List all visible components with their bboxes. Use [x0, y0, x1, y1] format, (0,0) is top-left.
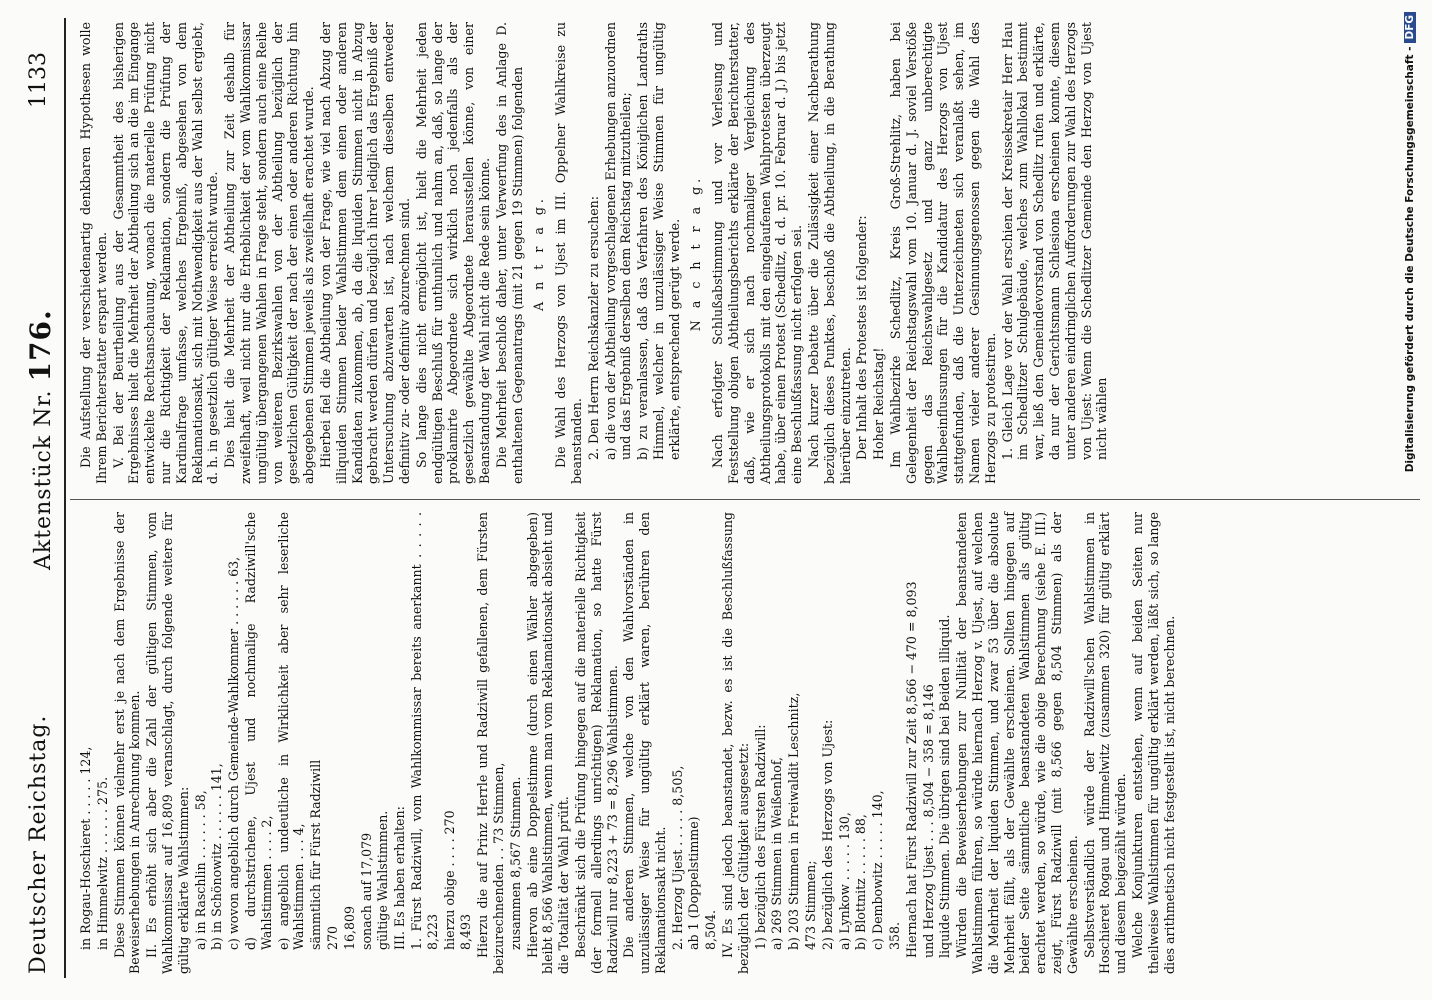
column-divider [70, 499, 1420, 500]
left-column-paragraph: a) 269 Stimmen in Weißenhof, [769, 756, 785, 950]
header-rule [64, 18, 66, 978]
left-column-paragraph: a) Lynkow . . . . . 130, [836, 812, 852, 950]
left-column-paragraph: 16,809 [341, 905, 357, 950]
left-column-paragraph: in Himmelwitz . . . . . . 275. [94, 776, 110, 950]
left-column-paragraph: hierzu obige . . . . 270 [441, 810, 457, 950]
right-column-paragraph: Hierbei fiel die Abtheilung von der Frage, wie viel nach Abzug der illiquiden Stimmen beider Wahlstimmen dem einen oder anderen Kandidaten zukommen, ab, da die liquiden Stimmen nicht in Abzug gebracht werden dürfen und bezüglich ihrer lediglich das Ergebniß der Untersuchung abzuwarten ist, nach welchem dieselben entweder definitiv zu- oder definitiv abzurechnen sind. [317, 22, 412, 484]
left-column-paragraph: sonach auf 17,079 [358, 832, 374, 950]
left-column-paragraph: Würden die Beweiserhebungen zur Nullität der beanstandeten Wahlstimmen führen, so würde hiernach Herzog v. Ujest, auf welchen die Mehrheit der liquiden Stimmen, und zwar 53 über die absolute Mehrheit fällt, als der Gewählte erscheinen. Sollten hingegen auf beider Seite sämmtliche beanstandeten Wahlstimmen als gültig erachtet werden, so würde, wie die obige Berechnung (siehe E. III.) zeigt, Fürst Radziwill (mit 8,566 gegen 8,504 Stimmen) als der Gewählte erscheinen. [954, 512, 1080, 974]
left-column-paragraph: Diese Stimmen können vielmehr erst je nach dem Ergebnisse der Beweiserhebungen in Anrechnung kommen. [111, 512, 143, 974]
left-column-paragraph: a) in Raschlin . . . . . . 58, [192, 790, 208, 950]
header-prefix: Aktenstück Nr. [31, 389, 56, 570]
left-column-paragraph: zusammen 8,567 Stimmen. [507, 776, 523, 950]
right-column-paragraph: b) zu veranlassen, daß das Verfahren des Königlichen Landraths Himmel, welcher in unzulässiger Weise Stimmen für ungültig erklärte, entsprechend gerügt werde. [635, 22, 682, 460]
right-column-paragraph: Der Inhalt des Protestes ist folgender: [854, 215, 870, 460]
right-column-paragraph: Nach erfolgter Schlußabstimmung und vor Verlesung und Feststellung obigen Abtheilungsberichts erklärte der Berichterstatter, daß, wie er sich nach nochmaliger Vergleichung des Abtheilungsprotokolls mit den eingelaufenen Wahlprotesten überzeugt habe, über einen Protest (Schedlitz, d. d. pr. 10. Februar d. J.) bis jetzt eine Beschlußfassung nicht erfolgen sei. [710, 22, 805, 484]
digitization-credit [1404, 12, 1422, 988]
left-column-paragraph: Die anderen Stimmen, welche von den Wahlvorständen in unzulässiger Weise für ungültig erklärt waren, berühren den Reklamationsakt nicht. [621, 512, 668, 974]
left-column-paragraph: 473 Stimmen; [803, 860, 819, 950]
left-column-paragraph: II. Es erhöht sich aber die Zahl der gültigen Stimmen, vom Wahlkommissar auf 16,809 veranschlagt, durch folgende weitere für gültig erklärte Wahlstimmen: [144, 512, 191, 974]
right-column-paragraph: 2. Den Herrn Reichskanzler zu ersuchen: [585, 195, 601, 460]
left-column-paragraph: Selbstverständlich würde der Radziwill'schen Wahlstimmen in Hoschieret Rogau und Himmelwitz (zusammen 320) für gültig erklärt und diesem beigezählt würden. [1081, 512, 1129, 974]
left-column-paragraph: Hiernach hat Fürst Radziwill zur Zeit 8,566 − 470 = 8,093 [903, 581, 919, 958]
right-column-paragraph: Im Wahlbezirke Schedlitz, Kreis Groß-Strehlitz, haben bei Gelegenheit der Reichstagswahl vom 10. Januar d. J. soviel Verstöße gegen das Reichswahlgesetz und ganz unberechtigte Wahlbeeinflussungen für die Kandidatur des Herzogs von Ujest stattgefunden, daß die Unterzeichneten sich veranlaßt sehen, im Namen vieler anderer Gesinnungsgenossen gegen die Wahl des Herzogs zu protestiren. [888, 22, 998, 484]
left-column-paragraph: liquide Stimmen. Die übrigen sind bei Beiden illiquid. [937, 614, 953, 958]
right-column-paragraph: Dies hielt die Mehrheit der Abtheilung zur Zeit deshalb für zweifelhaft, weil nicht nur die Erheblichkeit der vom Wahlkommissar ungültig übergangenen Wahlen in Frage steht, sondern auch eine Reihe von weiteren Bezirkswahlen von der Abtheilung bezüglich der gesetzlichen Gültigkeit der nach der einen oder anderen Richtung hin abgegebenen Stimmen jeweils als zweifelhaft erachtet wurde. [222, 22, 317, 484]
left-column-paragraph: sämmtlich für Fürst Radziwill [308, 759, 324, 950]
left-column-paragraph: c) Dembowitz . . . . . 140, [870, 790, 886, 950]
right-column-paragraph: So lange dies nicht ermöglicht ist, hielt die Mehrheit jeden endgültigen Beschluß für unthunlich und nahm an, daß, so lange der proklamirte Abgeordnete sich wirklich noch jedenfalls als der gesetzlich gewählte Abgeordnete herausstellen könne, von einer Beanstandung der Wahl nicht die Rede sein könne. [413, 22, 492, 484]
right-column [78, 22, 1111, 484]
left-column-paragraph: gültige Wahlstimmen. [375, 810, 391, 950]
left-column-paragraph: e) angeblich undeutliche in Wirklichkeit aber sehr leserliche Wahlstimmen . . . 4, [275, 512, 307, 950]
right-column-paragraph: Hoher Reichstag! [871, 347, 887, 460]
left-column-paragraph: und Herzog Ujest . . . 8,504 − 358 = 8,146 [920, 684, 936, 958]
left-column-paragraph: 270 [324, 925, 340, 950]
left-column-paragraph: in Rogau-Hoschieret . . . . . 124, [78, 746, 93, 950]
header-center [24, 309, 57, 570]
left-column-paragraph: III. Es haben erhalten: [392, 806, 408, 950]
left-column-paragraph: 358. [887, 921, 903, 950]
left-column-paragraph: Hierzu die auf Prinz Herrle und Radziwill gefallenen, dem Fürsten beizurechnenden . . 73 Stimmen, [475, 512, 506, 974]
left-column-paragraph: b) 203 Stimmen in Freiwaldit Leschnitz, [786, 692, 802, 950]
dfg-logo: DFG [1404, 12, 1416, 43]
left-column-paragraph: IV. Es sind jedoch beanstandet, bezw. es ist die Beschlußfassung bezüglich der Gültigkeit ausgesetzt: [720, 512, 751, 974]
right-column-paragraph: V. Bei der Beurtheilung aus der Gesammtheit des bisherigen Ergebnisses hielt die Mehrheit der Abtheilung sich an die im Eingange entwickelte Rechtsanschauung, wonach die materielle Prüfung nicht nur die Richtigkeit der Reklamation, sondern die Prüfung der Kardinalfrage umfasse, welches Ergebniß, abgesehen von dem Reklamationsakt, sich mit Nothwendigkeit aus der Wahl selbst ergiebt, d. h. in gesetzlich gültiger Weise erreicht wurde. [110, 22, 221, 484]
right-column-paragraph: Die Wahl des Herzogs von Ujest im III. Oppelner Wahlkreise zu beanstanden. [553, 22, 584, 484]
left-column-paragraph: b) Blottnitz . . . . . 88, [853, 814, 869, 950]
right-column-paragraph: N a c h t r a g. [688, 174, 704, 332]
page-header [14, 0, 70, 1000]
left-column-paragraph: Beschränkt sich die Prüfung hingegen auf die materielle Richtigkeit (der formell allerdings unrichtigen) Reklamation, so hatte Fürst Radziwill nur 8,223 + 73 = 8,296 Wahlstimmen. [572, 512, 620, 974]
right-column-paragraph: Die Mehrheit beschloß daher, unter Verwerfung des in Anlage D. enthaltenen Gegenantrags (mit 21 gegen 19 Stimmen) folgenden [493, 22, 525, 484]
left-column-paragraph: Welche Konjunkturen entstehen, wenn auf beiden Seiten nur theilweise Wahlstimmen für ungültig erklärt werden, läßt sich, so lange dies arithmetisch nicht festgestellt ist, nicht berechnen. [1130, 512, 1177, 974]
left-column-paragraph: d) durchstrichene, Ujest und nochmalige Radziwill'sche Wahlstimmen . . . . 2, [242, 512, 274, 950]
right-column-paragraph: A n t r a g. [531, 195, 547, 311]
left-column-paragraph: c) wovon angeblich durch Gemeinde-Wahlkommer . . . . . . 63, [226, 556, 242, 950]
left-column [78, 512, 1178, 974]
page-number: 1133 [26, 52, 51, 108]
right-column-paragraph: Die Aufstellung der verschiedenartig denkbaren Hypothesen wolle Ihrem Berichterstatter erspart werden. [78, 22, 109, 484]
left-column-paragraph: 8,493 [458, 913, 474, 950]
left-column-paragraph: 1) bezüglich des Fürsten Radziwill: [752, 724, 768, 950]
right-column-paragraph: a) die von der Abtheilung vorgeschlagenen Erhebungen anzuordnen und das Ergebniß derselben dem Reichstag mitzutheilen; [602, 22, 634, 460]
right-column-paragraph: Nach kurzer Debatte über die Zulässigkeit einer Nachberathung bezüglich dieses Punktes, beschloß die Abtheilung, in die Berathung hierüber einzutreten. [806, 22, 853, 484]
left-column-paragraph: 2. Herzog Ujest . . . . . 8,505, [669, 765, 685, 950]
right-column-paragraph: 1. Gleich Lage vor der Wahl erschien der Kreissekretair Herr Hau im Schedlitzer Schulgebäude, welches zum Wahllokal bestimmt war, ließ den Gemeindevorstand von Schedlitz rufen und erklärte, da nur der Gerichtsmann Schlesiona erscheinen konnte, diesem unter anderen eindringlichen Aufforderungen zur Wahl des Herzogs von Ujest: Wenn die Schedlitzer Gemeinde den Herzog von Ujest nicht wählen [999, 22, 1110, 460]
left-column-paragraph: ab 1 (Doppelstimme) [686, 816, 702, 950]
header-left: Deutscher Reichstag. [26, 714, 51, 974]
left-column-paragraph: b) in Schönowitz . . . . . . 141, [209, 763, 225, 950]
left-column-paragraph: 2) bezüglich des Herzogs von Ujest: [819, 719, 835, 950]
credit-text: Digitalisierung gefördert durch die Deutsche Forschungsgemeinschaft - [1404, 46, 1416, 473]
left-column-paragraph: 8,504. [703, 909, 719, 950]
left-column-paragraph: Hiervon ab eine Doppelstimme (durch einen Wähler abgegeben) bleibt 8,566 Wahlstimmen, wenn man vom Reklamationsakt absieht und die Totalität der Wahl prüft. [524, 512, 572, 974]
document-number: 176. [24, 309, 57, 382]
left-column-paragraph: 1. Fürst Radziwill, vom Wahlkommissar bereits anerkannt . . . . . 8,223 [408, 512, 440, 950]
